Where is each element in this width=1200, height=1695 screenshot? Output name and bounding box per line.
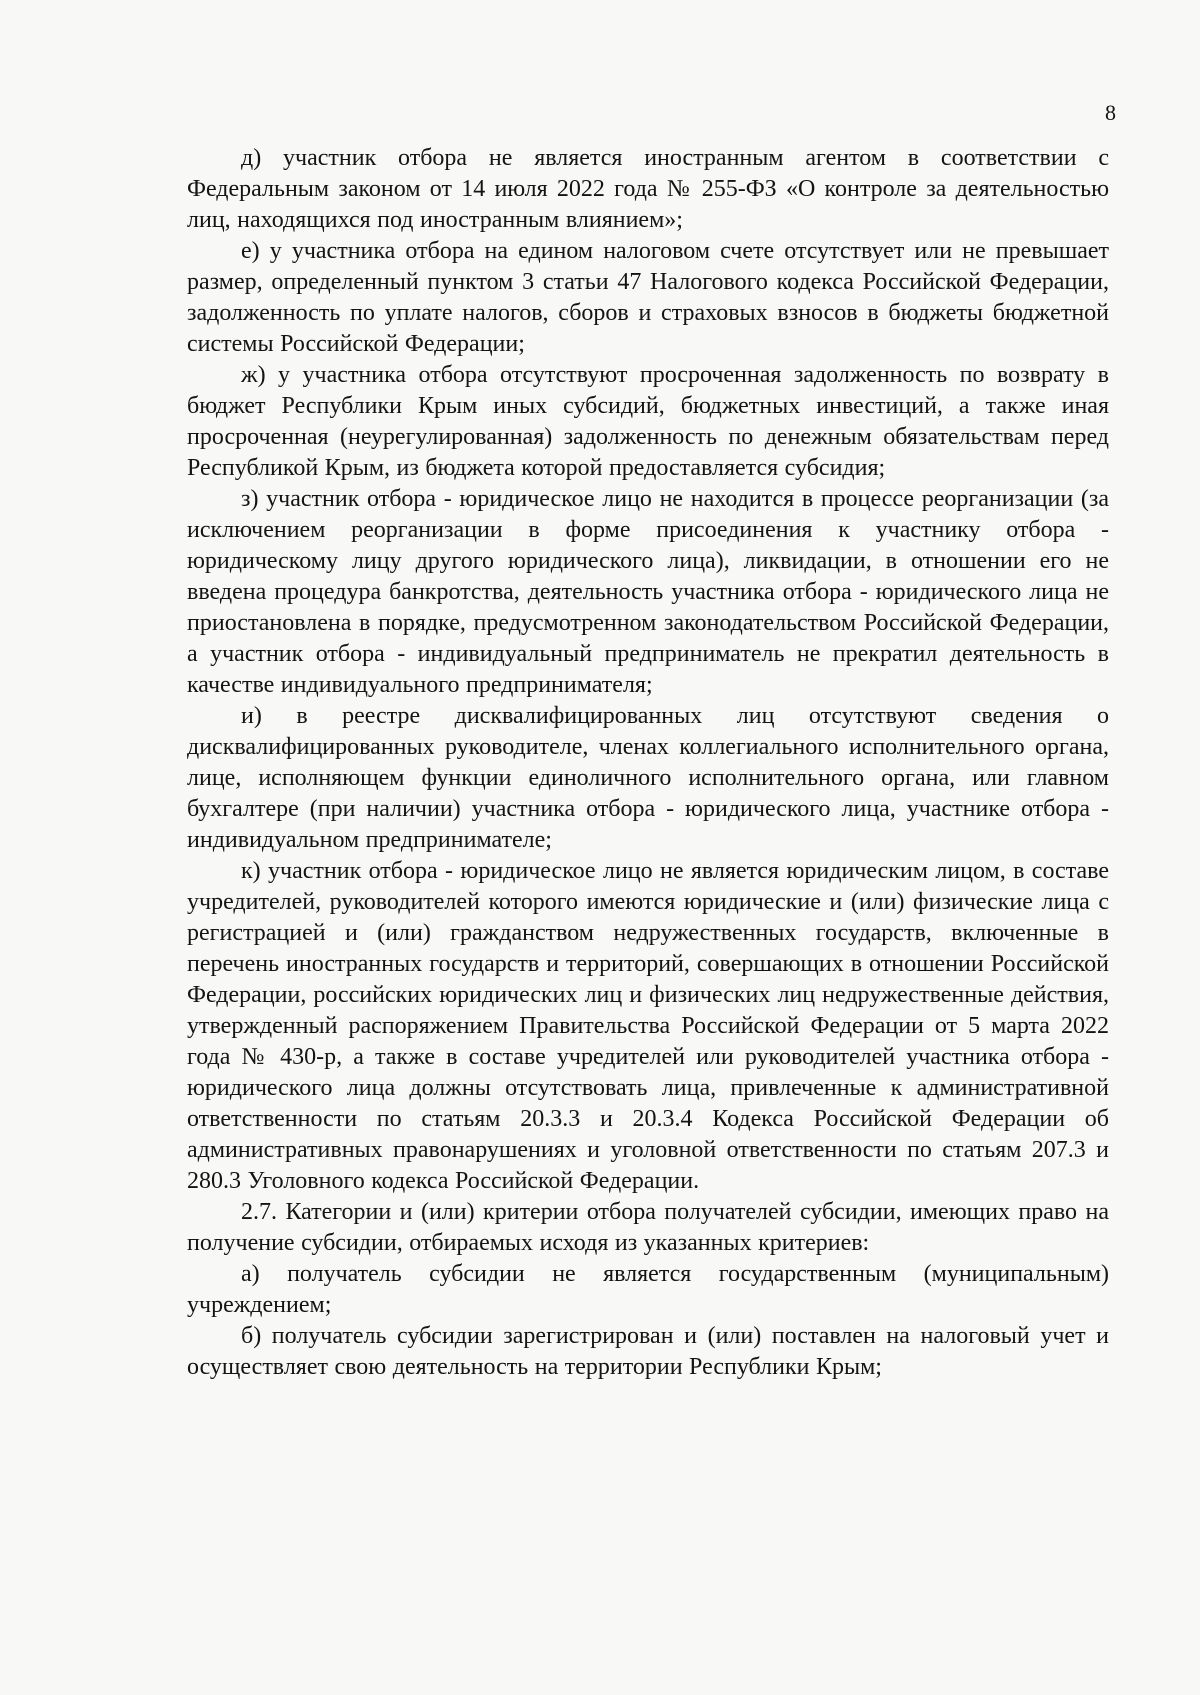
paragraph-zh-budget-debt: ж) у участника отбора отсутствуют просроченная задолженность по возврату в бюджет Республики Крым иных субсидий, бюджетных инвестиций, а также иная просроченная (неурегулированная) задолженность по денежным обязательствам перед Республикой Крым, из бюджета которой предоставляется субсидия;	[187, 362, 1109, 481]
paragraph-k-founders: к) участник отбора - юридическое лицо не является юридическим лицом, в составе учредителей, руководителей которого имеются юридические и (или) физические лица с регистрацией и (или) гражданством недружественных государств, включенные в перечень иностранных государств и территорий, совершающих в отношении Российской Федерации, российских юридических лиц и физических лиц недружественные действия, утвержденный распоряжением Правительства Российской Федерации от 5 марта 2022 года № 430-р, а также в составе учредителей или руководителей участника отбора - юридического лица должны отсутствовать лица, привлеченные к административной ответственности по статьям 20.3.3 и 20.3.4 Кодекса Российской Федерации об административных правонарушениях и уголовной ответственности по статьям 207.3 и 280.3 Уголовного кодекса Российской Федерации.	[187, 858, 1109, 1194]
paragraph-z-reorganization: з) участник отбора - юридическое лицо не находится в процессе реорганизации (за исключением реорганизации в форме присоединения к участнику отбора - юридическому лицу другого юридического лица), ликвидации, в отношении его не введена процедура банкротства, деятельность участника отбора - юридического лица не приостановлена в порядке, предусмотренном законодательством Российской Федерации, а участник отбора - индивидуальный предприниматель не прекратил деятельность в качестве индивидуального предпринимателя;	[187, 486, 1109, 698]
paragraph-b-registration: б) получатель субсидии зарегистрирован и (или) поставлен на налоговый учет и осуществляет свою деятельность на территории Республики Крым;	[187, 1323, 1109, 1380]
paragraph-d-foreign-agent: д) участник отбора не является иностранным агентом в соответствии с Федеральным законом от 14 июля 2022 года № 255-ФЗ «О контроле за деятельностью лиц, находящихся под иностранным влиянием»;	[187, 145, 1109, 233]
document-body	[187, 143, 1109, 1383]
paragraph-a-institution: а) получатель субсидии не является государственным (муниципальным) учреждением;	[187, 1261, 1109, 1318]
page-number: 8	[1105, 100, 1116, 125]
section-2-7-criteria: 2.7. Категории и (или) критерии отбора получателей субсидии, имеющих право на получение субсидии, отбираемых исходя из указанных критериев:	[187, 1199, 1109, 1256]
paragraph-e-tax-debt: е) у участника отбора на едином налоговом счете отсутствует или не превышает размер, определенный пунктом 3 статьи 47 Налогового кодекса Российской Федерации, задолженность по уплате налогов, сборов и страховых взносов в бюджеты бюджетной системы Российской Федерации;	[187, 238, 1109, 357]
paragraph-i-disqualified-persons: и) в реестре дисквалифицированных лиц отсутствуют сведения о дисквалифицированных руководителе, членах коллегиального исполнительного органа, лице, исполняющем функции единоличного исполнительного органа, или главном бухгалтере (при наличии) участника отбора - юридического лица, участнике отбора - индивидуальном предпринимателе;	[187, 703, 1109, 853]
